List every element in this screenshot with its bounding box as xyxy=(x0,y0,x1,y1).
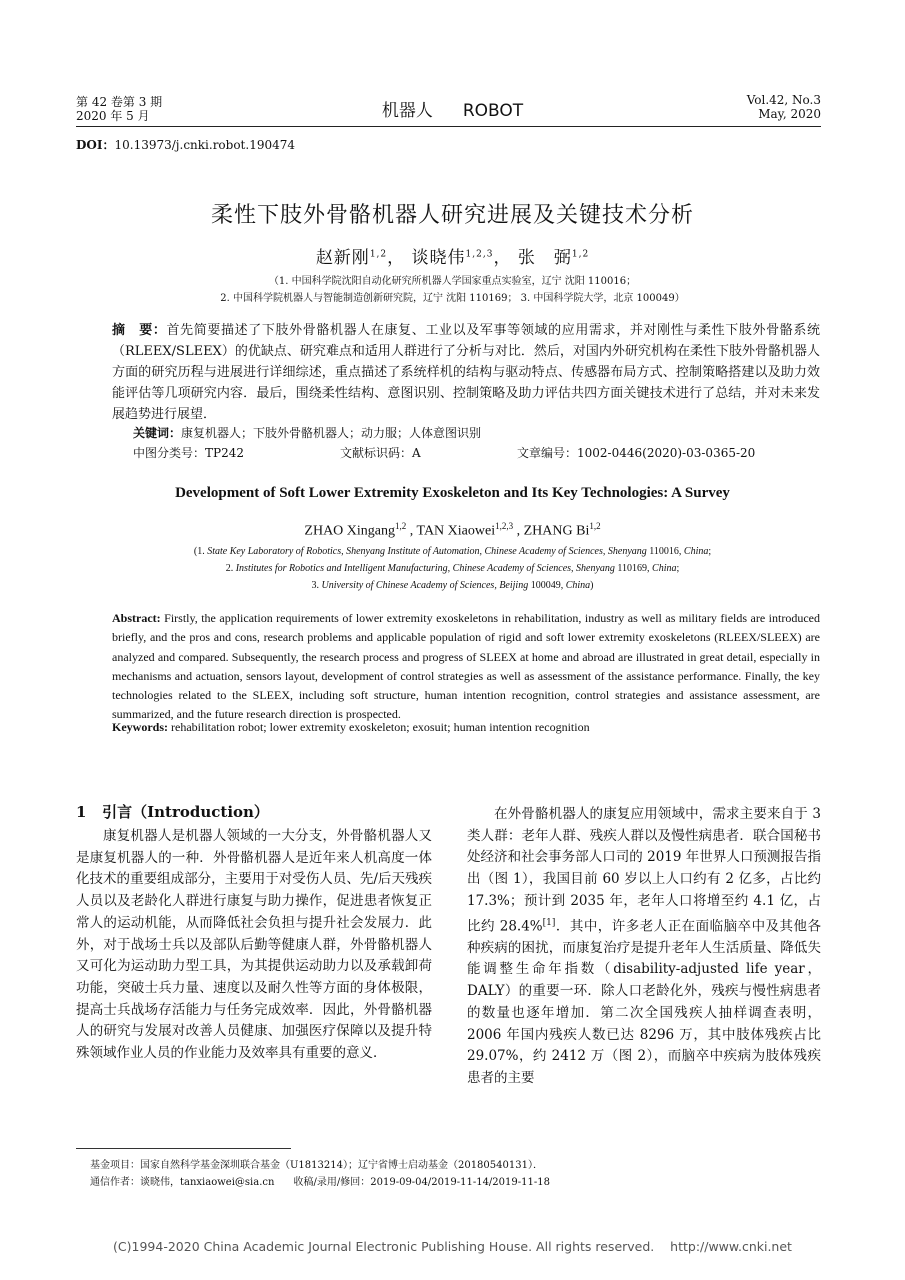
received-dates: 收稿/录用/修回：2019-09-04/2019-11-14/2019-11-18 xyxy=(293,1177,550,1188)
author-3-en-sup: 1,2 xyxy=(589,521,601,531)
author-3-cn-sup: 1,2 xyxy=(571,249,590,260)
affiliations-cn xyxy=(0,273,905,307)
article-number xyxy=(517,444,755,461)
header-rule xyxy=(76,126,821,127)
keywords-cn xyxy=(133,424,481,441)
correspondence-note xyxy=(90,1174,550,1191)
document-code xyxy=(340,444,421,461)
author-1-en: ZHAO Xingang xyxy=(304,523,396,539)
doi-value[interactable]: 10.13973/j.cnki.robot.190474 xyxy=(114,138,296,152)
keywords-en xyxy=(112,720,590,735)
abstract-cn-text: 首先简要描述了下肢外骨骼机器人在康复、工业以及军事等领域的应用需求，并对刚性与柔性下肢外骨骼系统（RLEEX/SLEEX）的优缺点、研究难点和适用人群进行了分析与对比．然后，对国内外研究机构在柔性下肢外骨骼机器人方面的研究历程与进展进行详细综述，重点描述了系统样机的结构与驱动特点、传感器布局方式、控制策略搭建以及助力效能评估等几项研究内容．最后，围绕柔性结构、意图识别、控制策略及助力评估共四方面关键技术进行了总结，并对未来发展趋势进行展望． xyxy=(112,323,820,422)
keywords-en-text: rehabilitation robot; lower extremity exoskeleton; exosuit; human intention recognition xyxy=(171,720,590,734)
corresponding-author: 通信作者：谈晓伟，tanxiaowei@sia.cn xyxy=(90,1177,275,1188)
funding-note: 基金项目：国家自然科学基金深圳联合基金（U1813214）；辽宁省博士启动基金（20180540131）． xyxy=(90,1160,543,1171)
author-2-en-sup: 1,2,3 xyxy=(495,521,514,531)
abstract-en xyxy=(112,609,820,725)
journal-name-en: ROBOT xyxy=(462,101,524,121)
issue-info-en xyxy=(747,93,821,121)
author-3-cn: 张 弼 xyxy=(517,248,572,268)
author-2-cn: 谈晓伟 xyxy=(411,248,466,268)
journal-name-cn: 机器人 xyxy=(381,101,433,121)
affiliation-en-line3: 3. University of Chinese Academy of Sciences, Beijing 100049, China) xyxy=(311,580,594,591)
doc-code-label: 文献标识码： xyxy=(340,446,413,460)
abstract-en-text: Firstly, the application requirements of lower extremity exoskeletons in rehabilitation, industry as well as military fields are introduced briefly, and the pros and cons, research problems and applicable population of rigid and soft lower extremity exoskeletons (RLEEX/SLEEX) are analyzed and compared. Subsequently, the research process and progress of SLEEX at home and abroad are illustrated in great detail, especially in mechanisms and actuation, sensors layout, development of control strategies as well as assessment of the assistance performance. Finally, the key technologies related to the SLEEX, including soft structure, human intention recognition, control strategies and assistance assessment, are summarized, and the future research direction is prospected. xyxy=(112,611,820,722)
author-1-cn: 赵新刚 xyxy=(315,248,370,268)
footnote xyxy=(90,1157,550,1191)
body-right-text-b: ．其中，许多老人正在面临脑卒中及其他各种疾病的困扰，而康复治疗是提升老年人生活质量、降低失能调整生命年指数（disability-adjusted life year，DALY）的重要一环．除人口老龄化外，残疾与慢性病患者的数量也逐年增加．第二次全国残疾人抽样调查表明，2006 年国内残疾人数已达 8296 万，其中肢体残疾占比 29.07%，约 2412 万（图 2），而脑卒中疾病为肢体残疾患者的主要 xyxy=(467,918,821,1086)
clc-label: 中图分类号： xyxy=(133,446,206,460)
affiliation-en-line1: (1. State Key Laboratory of Robotics, Shenyang Institute of Automation, Chinese Academy of Sciences, Shenyang 110016, China; xyxy=(193,546,712,557)
abstract-cn-label: 摘 要： xyxy=(112,323,167,338)
doc-code-value: A xyxy=(412,446,421,460)
body-right-text-a: 在外骨骼机器人的康复应用领域中，需求主要来自于 3 类人群：老年人群、残疾人群以及慢性病患者．联合国秘书处经济和社会事务部人口司的 2019 年世界人口预测报告指出（图 1），我国目前 60 岁以上人口约有 2 亿多，占比约 17.3%；预计到 2035 年，老年人口将增至约 4.1 亿，占比约 28.4% xyxy=(467,806,821,935)
aff-en-3-italic: University of Chinese Academy of Sciences, Beijing xyxy=(321,580,529,591)
affiliation-cn-line1: （1. 中国科学院沈阳自动化研究所机器人学国家重点实验室，辽宁 沈阳 110016； xyxy=(268,276,637,287)
issue-date: 2020 年 5 月 xyxy=(76,109,150,123)
affiliations-en xyxy=(0,543,905,594)
aff-en-1-italic: State Key Laboratory of Robotics, Shenyang Institute of Automation, Chinese Academy of Sciences, Shenyang xyxy=(207,546,647,557)
paper-title-en: Development of Soft Lower Extremity Exoskeleton and Its Key Technologies: A Survey xyxy=(175,485,730,501)
authors-cn: 赵新刚$^{1,2}$， 谈晓伟$^{1,2,3}$， 张 弼$^{1,2}$ xyxy=(315,248,590,268)
aff-en-2-italic: Institutes for Robotics and Intelligent Manufacturing, Chinese Academy of Sciences, Shenyang xyxy=(235,563,615,574)
copyright-notice: (C)1994-2020 China Academic Journal Electronic Publishing House. All rights reserved. http://www.cnki.net xyxy=(113,1239,792,1254)
issue-date-en: May, 2020 xyxy=(758,107,821,121)
author-3-en: ZHANG Bi xyxy=(523,523,590,539)
clc-value: TP242 xyxy=(205,446,244,460)
author-2-en: TAN Xiaowei xyxy=(416,523,496,539)
aff-en-2-country: China xyxy=(652,563,677,574)
issue-volume: 第 42 卷第 3 期 xyxy=(76,95,163,109)
paper-title-cn: 柔性下肢外骨骼机器人研究进展及关键技术分析 xyxy=(210,203,694,228)
issue-volume-en: Vol.42, No.3 xyxy=(746,93,821,107)
footnote-rule xyxy=(76,1148,291,1149)
keywords-en-label: Keywords: xyxy=(112,720,168,734)
affiliation-cn-line2: 2. 中国科学院机器人与智能制造创新研究院，辽宁 沈阳 110169； 3. 中国科学院大学，北京 100049） xyxy=(220,293,685,304)
doi-line xyxy=(76,136,295,153)
keywords-cn-text: 康复机器人；下肢外骨骼机器人；动力服；人体意图识别 xyxy=(181,426,482,440)
article-number-label: 文章编号： xyxy=(517,446,578,460)
aff-en-3-pre: 3. xyxy=(311,580,322,591)
keywords-cn-label: 关键词： xyxy=(133,426,182,440)
author-2-cn-sup: 1,2,3 xyxy=(465,249,494,260)
section-heading xyxy=(76,801,269,822)
doi-label: DOI： xyxy=(76,138,115,152)
section-number: 1 xyxy=(76,803,87,821)
aff-en-1-pre: (1. xyxy=(193,546,208,557)
author-1-en-sup: 1,2 xyxy=(395,521,407,531)
aff-en-2-post: 110169, xyxy=(614,563,653,574)
aff-en-3-post: 100049, xyxy=(528,580,566,591)
abstract-en-label: Abstract: xyxy=(112,611,161,625)
aff-en-1-country: China xyxy=(683,546,709,557)
author-1-cn-sup: 1,2 xyxy=(369,249,388,260)
citation-ref[interactable]: [1] xyxy=(542,917,556,928)
authors-en: ZHAO Xingang$^{1,2}$ , TAN Xiaowei$^{1,2,3}$ , ZHANG Bi$^{1,2}$ xyxy=(304,521,601,539)
abstract-cn xyxy=(112,320,820,425)
aff-en-3-country: China xyxy=(565,580,591,591)
aff-en-1-post: 110016, xyxy=(646,546,684,557)
article-number-value: 1002-0446(2020)-03-0365-20 xyxy=(577,446,756,460)
section-title: 引言（Introduction） xyxy=(102,803,269,821)
body-column-right xyxy=(467,804,821,1090)
aff-en-2-pre: 2. xyxy=(225,563,236,574)
body-column-left: 康复机器人是机器人领域的一大分支，外骨骼机器人又是康复机器人的一种．外骨骼机器人是近年来人机高度一体化技术的重要组成部分，主要用于对受伤人员、先/后天残疾人员以及老龄化人群进行康复与助力操作，促进患者恢复正常人的运动机能，从而降低社会负担与提升社会发展力．此外，对于战场士兵以及部队后勤等健康人群，外骨骼机器人又可化为运动助力型工具，为其提供运动助力以及承载卸荷功能，突破士兵力量、速度以及耐久性等方面的身体极限，提高士兵战场存活能力与任务完成效率．因此，外骨骼机器人的研究与发展对改善人员健康、加强医疗保障以及提升特殊领域作业人员的作业能力及效率具有重要的意义． xyxy=(76,828,432,1062)
affiliation-en-line2: 2. Institutes for Robotics and Intelligent Manufacturing, Chinese Academy of Sciences, Shenyang 110169, China; xyxy=(225,563,680,574)
clc-number xyxy=(133,444,244,461)
